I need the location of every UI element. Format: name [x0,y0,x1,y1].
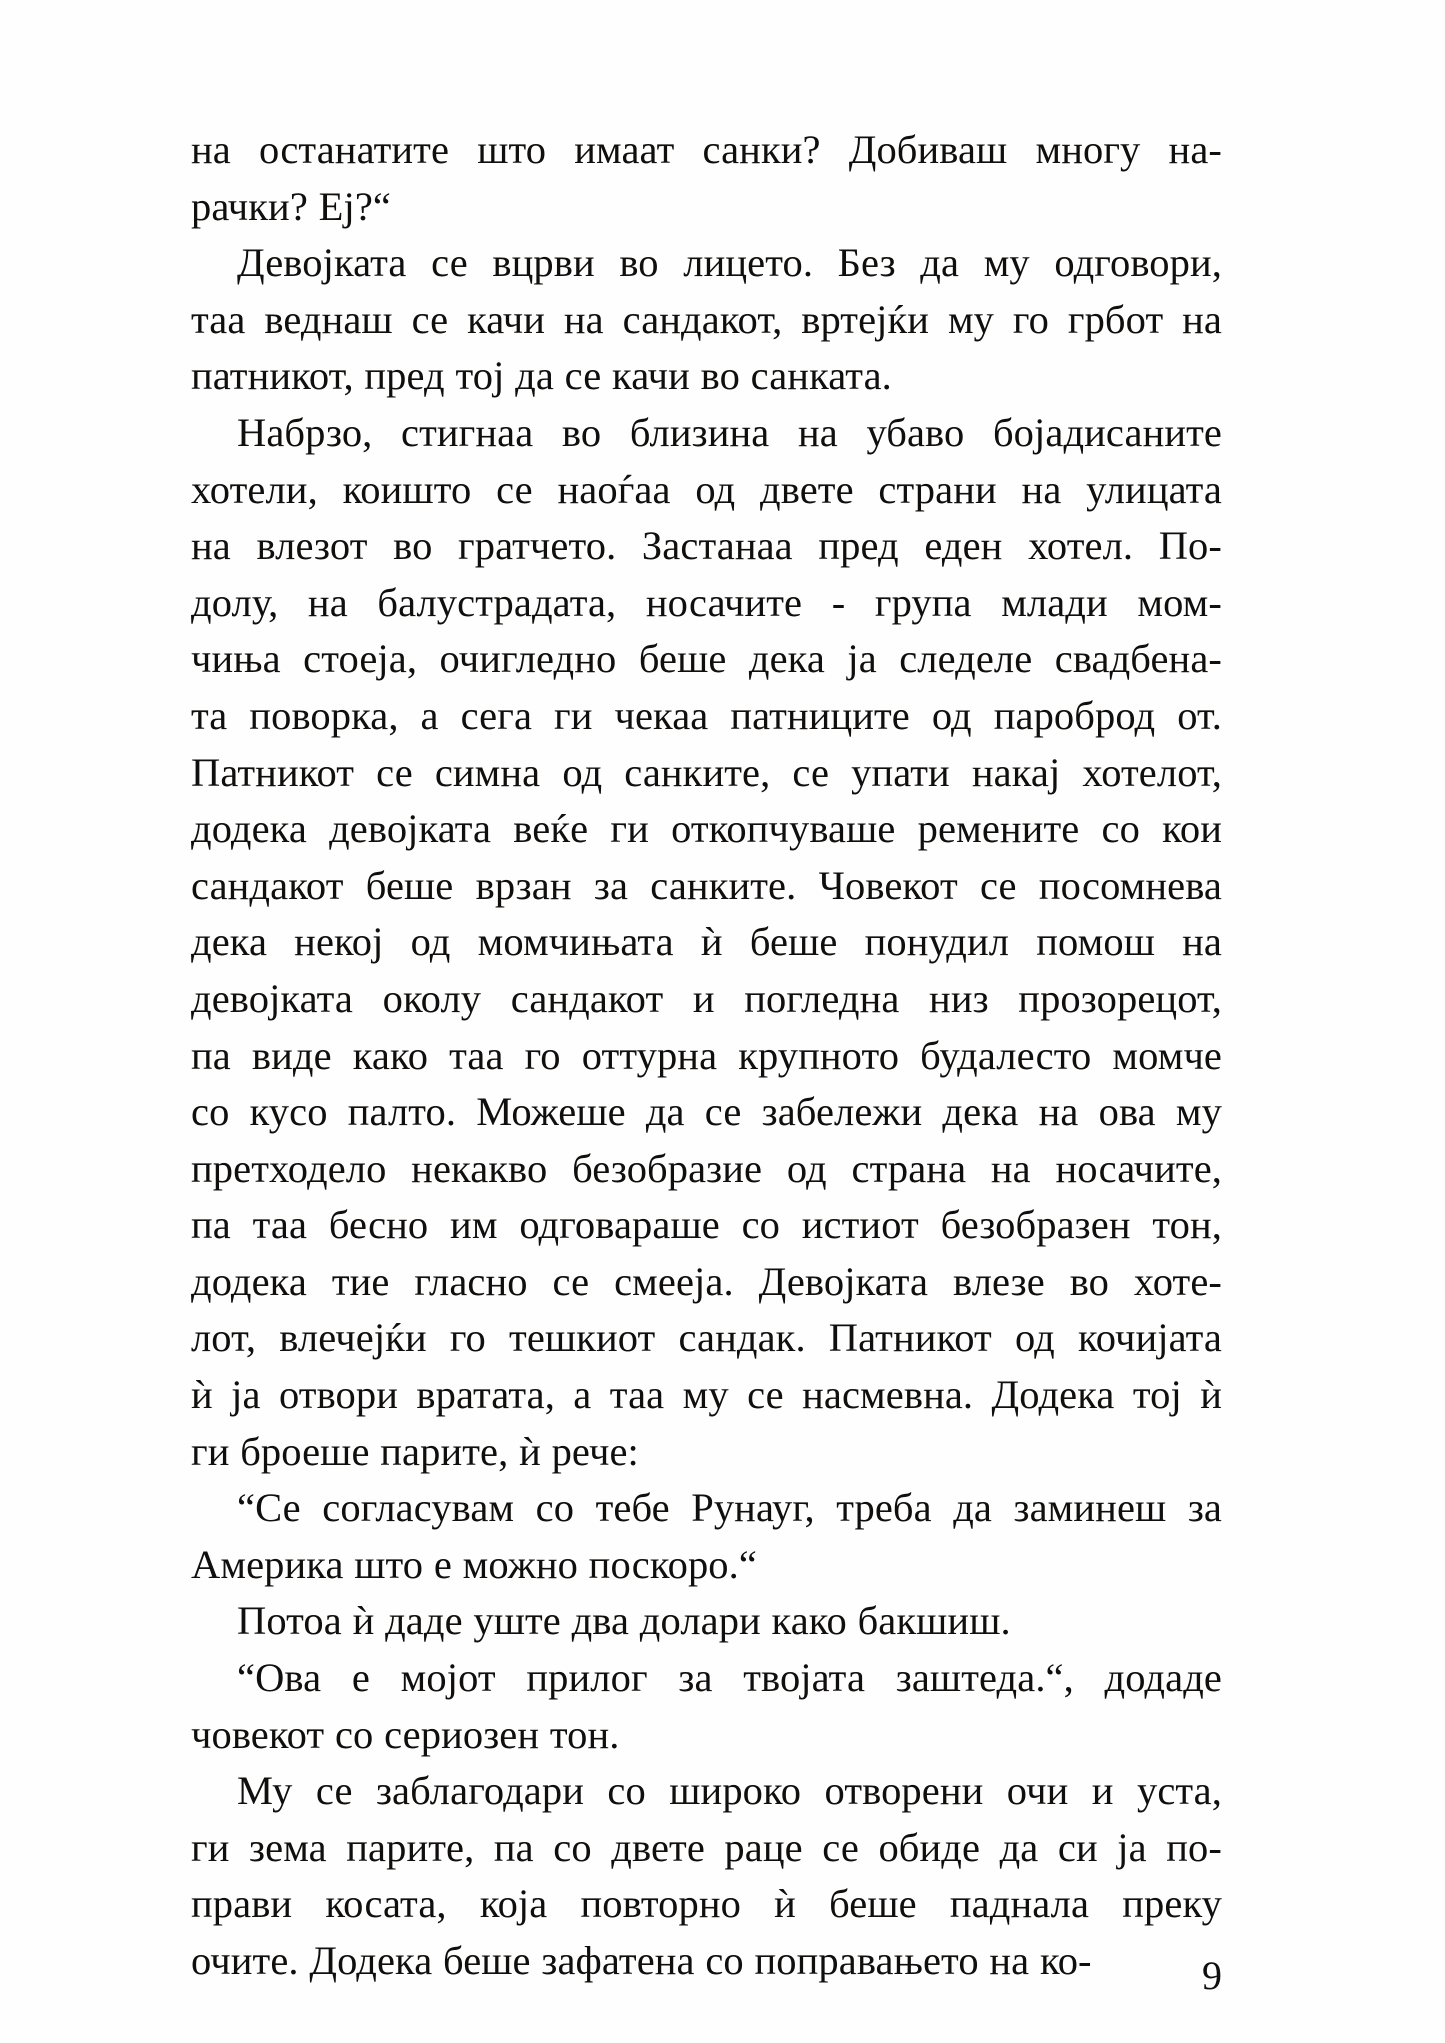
paragraph-2 [191,235,1222,405]
text-line: сандакот беше врзан за санките. Човекот се посомнева [191,862,1222,908]
text-line: Набрзо, стигнаа во близина на убаво бојадисаните [237,409,1222,455]
text-line: ги зема парите, па со двете раце се обиде да си ја по- [191,1824,1222,1870]
text-line: на останатите што имаат санки? Добиваш многу на- [191,127,1222,172]
text-line: та поворка, а сега ги чекаа патниците од пароброд от. [191,692,1222,738]
text-line: со кусо палто. Можеше да се забележи дека на ова му [191,1089,1222,1135]
page-number: 9 [1202,1953,1222,1998]
text-line: Америка што е можно поскоро.“ [191,1541,757,1587]
text-line: девојката околу сандакот и погледна низ прозорецот, [191,975,1222,1021]
paragraph-1 [191,122,1222,235]
paragraph-4 [191,1480,1222,1593]
text-line: “Се согласувам со тебе Рунауг, треба да заминеш за [237,1485,1222,1531]
text-line: Му се заблагодари со широко отворени очи и уста, [237,1768,1222,1814]
text-line: ги броеше парите, ѝ рече: [191,1428,639,1474]
text-line: Патникот се симна од санките, се упати накај хотелот, [191,749,1222,795]
text-line: додека девојката веќе ги откопчуваше ремените со кои [191,806,1222,852]
text-line: човекот со сериозен тон. [191,1711,620,1757]
paragraph-6 [191,1650,1222,1763]
text-line: прави косата, која повторно ѝ беше паднала преку [191,1881,1222,1927]
text-line: на влезот во гратчето. Застанаа пред еден хотел. По- [191,523,1222,569]
paragraph-5 [191,1593,1222,1650]
text-line: рачки? Еј?“ [191,183,391,229]
text-line: додека тие гласно се смееја. Девојката влезе во хоте- [191,1258,1222,1304]
text-line: патникот, пред тој да се качи во санката. [191,353,892,399]
text-line: ѝ ја отвори вратата, а таа му се насмевна. Додека тој ѝ [191,1372,1222,1418]
text-line: долу, на балустрадата, носачите - група млади мом- [191,579,1222,625]
text-line: хотели, коишто се наоѓаа од двете страни на улицата [191,466,1222,512]
text-line: чиња стоеја, очигледно беше дека ја следеле свадбена- [191,636,1222,682]
text-line: очите. Додека беше зафатена со поправањето на ко- [191,1938,1092,1983]
text-line: Девојката се вцрви во лицето. Без да му одговори, [237,240,1222,286]
page-text-block [191,122,1222,1990]
text-line: па таа бесно им одговараше со истиот безобразен тон, [191,1202,1222,1248]
text-line: претходело некакво безобразие од страна на носачите, [191,1145,1222,1191]
paragraph-3 [191,405,1222,1480]
text-line: “Ова е мојот прилог за твојата заштеда.“, додаде [237,1655,1222,1701]
text-line: таа веднаш се качи на сандакот, вртејќи му го грбот на [191,296,1222,342]
text-line: дека некој од момчињата ѝ беше понудил помош на [191,919,1222,965]
text-line: па виде како таа го оттурна крупното будалесто момче [191,1032,1222,1078]
text-line: Потоа ѝ даде уште два долари како бакшиш. [237,1598,1011,1644]
text-line: лот, влечејќи го тешкиот сандак. Патникот од кочијата [191,1315,1222,1361]
